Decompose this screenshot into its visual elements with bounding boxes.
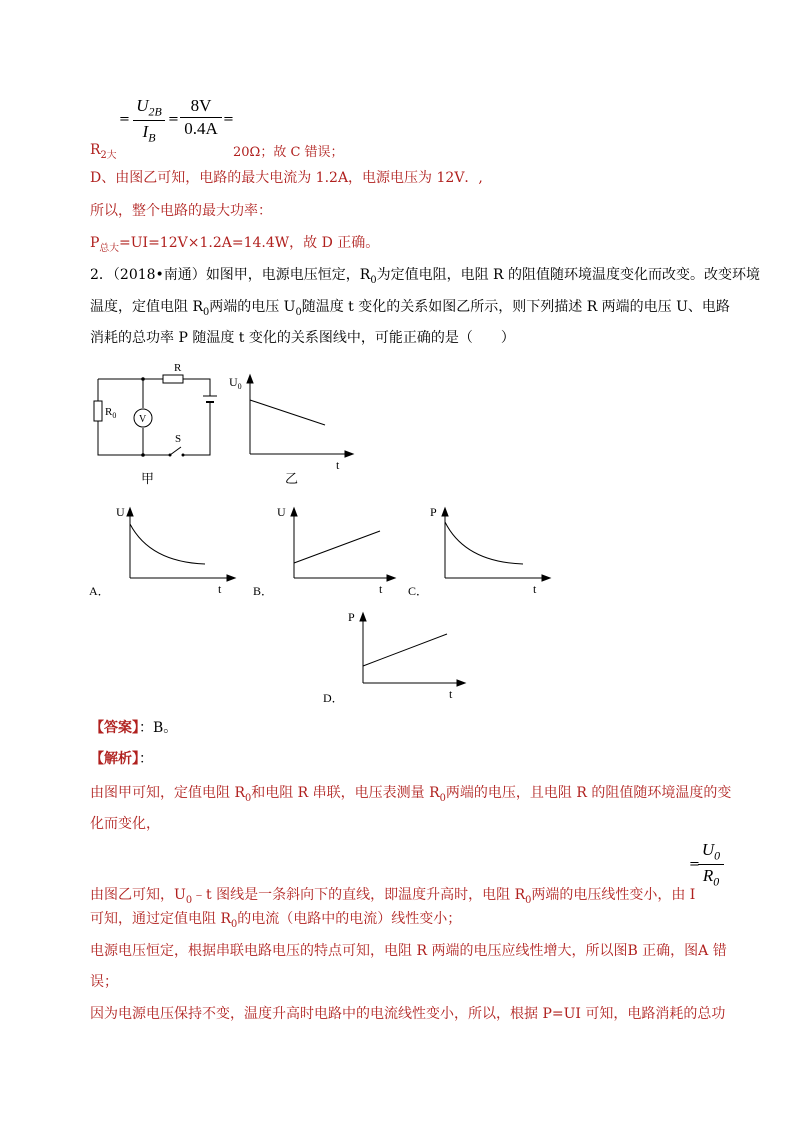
- analysis-p3-line1: 电源电压恒定，根据串联电路电压的特点可知，电阻 R 两端的电压应线性增大，所以图B 正确，图A 错: [90, 943, 727, 959]
- analysis-p2-line2: 可知，通过定值电阻 $R_0$的电流（电路中的电流）线性变小；: [90, 911, 462, 930]
- line-so: 所以，整个电路的最大功率：: [90, 203, 272, 219]
- option-b-line: [294, 531, 380, 563]
- option-a-y-label: U: [116, 505, 125, 519]
- option-d-y-label: P: [348, 610, 355, 624]
- label-v: V: [139, 414, 147, 425]
- question-line-2: 温度，定值电阻 $R_0$两端的电压 $U_0$随温度 t 变化的关系如图乙所示，则下列描述 R 两端的电压 U、电路: [90, 299, 730, 318]
- option-a-graph: [85, 500, 245, 605]
- label-r: R: [174, 362, 182, 374]
- option-c-x-label: t: [533, 582, 537, 596]
- option-c-y-label: P: [430, 505, 437, 519]
- fraction-u2b-ib: $U_{2B}$ $I_B$: [133, 96, 165, 146]
- caption-yi: 乙: [285, 471, 299, 486]
- switch-s: [170, 447, 181, 455]
- option-c-curve: [445, 522, 523, 564]
- option-b-x-label: t: [379, 582, 383, 596]
- line-p-total: $P_{总大}=UI=12V\times 1.2A=14.4W$，故 D 正确。: [90, 235, 380, 254]
- analysis-p4-line1: 因为电源电压保持不变，温度升高时电路中的电流线性变小，所以，根据 P=UI 可知，电路消耗的总功: [90, 1006, 726, 1022]
- option-d-letter: D．: [323, 691, 344, 705]
- equals-sign: =: [119, 112, 130, 127]
- circuit-diagram-jia: [85, 355, 225, 490]
- analysis-p2-line1: 由图乙可知，$U_0﹣t$ 图线是一条斜向下的直线，即温度升高时，电阻 $R_0$两端的电压线性变小，由 I: [90, 887, 696, 906]
- formula-left-label: $R_{2大}$: [90, 142, 117, 161]
- label-s: S: [175, 433, 182, 445]
- option-c-letter: C．: [408, 584, 429, 598]
- circuit-wire-right-top: [183, 379, 210, 396]
- graph-yi-line: [250, 400, 325, 425]
- option-a-letter: A．: [89, 584, 110, 598]
- graph-yi-y-label: $U_0$: [229, 375, 242, 391]
- resistor-r: [163, 375, 183, 383]
- option-b-y-label: U: [277, 505, 286, 519]
- option-a-curve: [130, 524, 205, 564]
- analysis-p3-line2: 误；: [90, 974, 118, 990]
- question-line-1: 2．（2018•南通）如图甲，电源电压恒定，$R_0$为定值电阻，电阻 R 的阻值随环境温度变化而改变。改变环境: [90, 267, 761, 286]
- equals-sign: =: [223, 112, 234, 127]
- circuit-wire-bottom-right: [183, 411, 210, 455]
- option-d-line: [363, 634, 447, 666]
- caption-jia: 甲: [141, 471, 155, 486]
- graph-yi: [225, 372, 360, 487]
- option-b-letter: B．: [253, 584, 274, 598]
- analysis-heading: 【解析】：: [90, 751, 153, 767]
- option-c-graph: [405, 500, 555, 605]
- fraction-8v-04a: 8V 0.4A: [180, 96, 222, 139]
- label-r0: $R_0$: [105, 406, 117, 420]
- question-line-3: 消耗的总功率 P 随温度 t 变化的关系图线中，可能正确的是（ ）: [90, 330, 515, 346]
- option-d-x-label: t: [449, 687, 453, 701]
- option-b-graph: [250, 500, 400, 605]
- option-a-x-label: t: [218, 582, 222, 596]
- graph-yi-x-label: t: [336, 458, 340, 472]
- formula-result: 20Ω；故 C 错误；: [233, 145, 344, 160]
- resistor-r0: [94, 401, 102, 421]
- analysis-p1-line2: 化而变化，: [90, 816, 160, 832]
- equals-sign: =: [168, 112, 179, 127]
- line-d: D、由图乙可知，电路的最大电流为 1.2A，电源电压为 12V．,: [90, 170, 483, 186]
- answer-line: 【答案】：B。: [90, 720, 178, 736]
- analysis-p1-line1: 由图甲可知，定值电阻 $R_0$和电阻 R 串联，电压表测量 $R_0$两端的电压，且电阻 R 的阻值随环境温度的变: [90, 785, 732, 804]
- option-d-graph: [320, 605, 470, 710]
